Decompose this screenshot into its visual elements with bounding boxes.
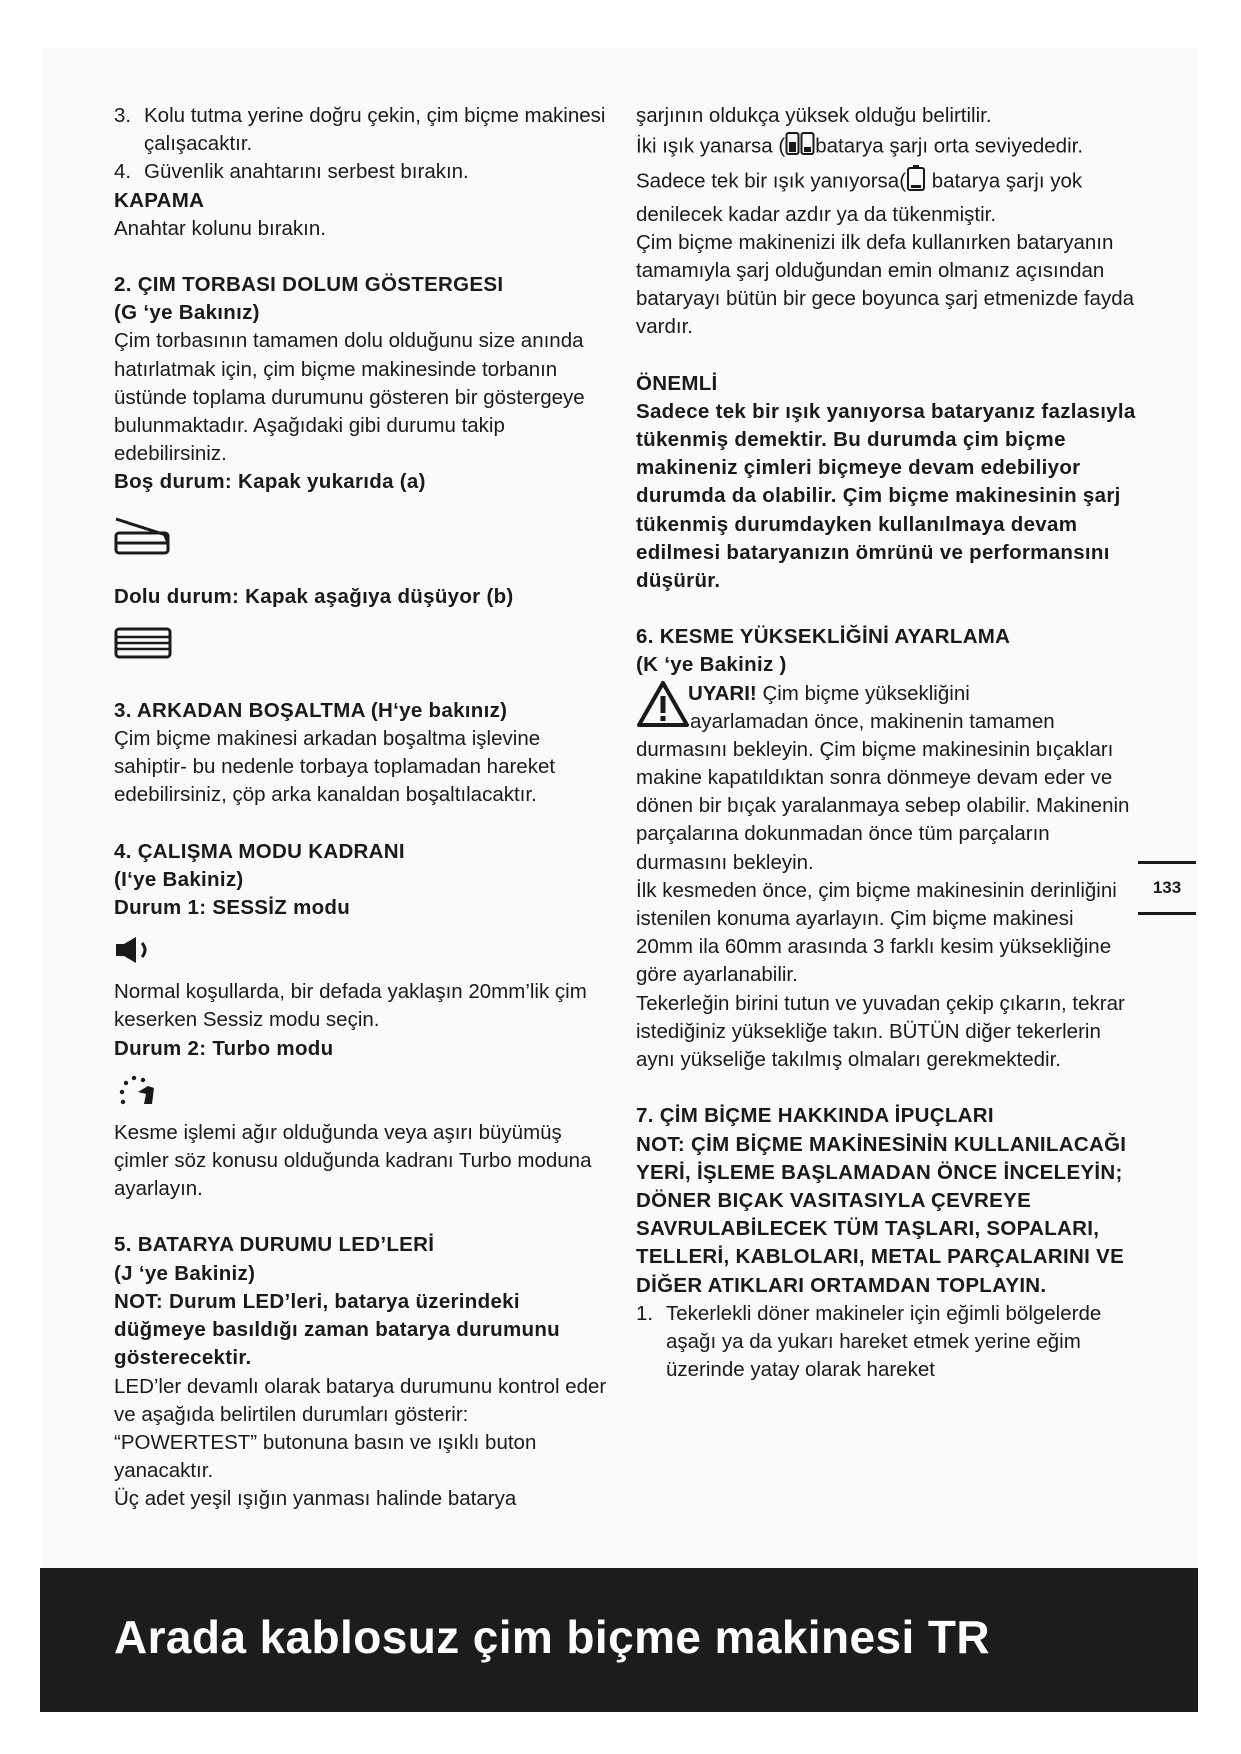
mode-1-text: Normal koşullarda, bir defada yaklaşın 20mm’lik çim keserken Sessiz modu seçin.: [114, 980, 587, 1032]
kapama-heading: KAPAMA: [114, 188, 205, 212]
footer-banner: [40, 1568, 1198, 1712]
left-column: [114, 102, 614, 1514]
turbo-mode-icon: [114, 1063, 614, 1119]
battery-full-text: şarjının oldukça yüksek olduğu belirtilir.: [636, 104, 992, 127]
empty-state-label: Boş durum: Kapak yukarıda (a): [114, 470, 426, 494]
warning-icon: [636, 680, 690, 730]
right-column: [636, 102, 1136, 1384]
section-5-text: LED’ler devamlı olarak batarya durumunu kontrol eder ve aşağıda belirtilen durumları gösterir: “POWERTEST” butonuna basın ve ışıklı buton yanacaktır.: [114, 1374, 607, 1483]
section-2-subheading: (G ‘ye Bakınız): [114, 301, 260, 325]
section-4-heading: 4. ÇALIŞMA MODU KADRANI: [114, 839, 405, 863]
list-text: Tekerlekli döner makineler için eğimli bölgelerde aşağı ya da yukarı hareket etmek yerine eğim üzerinde yatay olarak hareket: [666, 1301, 1102, 1382]
section-6-heading: 6. KESME YÜKSEKLİĞİNİ AYARLAMA: [636, 625, 1011, 649]
list-number: 1.: [636, 1301, 654, 1325]
bag-full-icon: [114, 611, 614, 675]
list-item: [114, 158, 614, 186]
list-number: 4.: [114, 160, 132, 184]
section-5-text-cont: Üç adet yeşil ışığın yanması halinde batarya: [114, 1487, 517, 1511]
warning-text-start: Çim biçme yüksekliğini: [762, 681, 970, 705]
warning-text: ayarlamadan önce, makinenin tamamen durmasını bekleyin. Çim biçme makinesinin bıçakları makine kapatıldıktan sonra dönmeye devam eder ve dönen bir bıçak yaralanmaya sebep olabilir. Makinenin parçalarına dokunmadan önce tüm parçaların durmasını bekleyin.: [636, 709, 1130, 874]
wheel-text: Tekerleğin birini tutun ve yuvadan çekip çıkarın, tekrar istediğiniz yüksekliğe takın. BÜTÜN diğer tekerlerin aynı yükseliğe takılmış olmaları gerekmektedir.: [636, 991, 1125, 1072]
first-use-text: Çim biçme makinenizi ilk defa kullanırken bataryanın tamamıyla şarj olduğundan emin olmanız açısından bataryayı bütün bir gece boyunca şarj etmenizde fayda vardır.: [636, 230, 1134, 339]
section-7-heading: 7. ÇİM BİÇME HAKKINDA İPUÇLARI: [636, 1104, 994, 1128]
bag-empty-icon: [114, 497, 614, 569]
battery-low-icon: [906, 164, 926, 200]
mode-1-heading: Durum 1: SESSİZ modu: [114, 896, 351, 920]
section-3-heading: 3. ARKADAN BOŞALTMA (H‘ye bakınız): [114, 698, 508, 722]
list-text: Kolu tutma yerine doğru çekin, çim biçme makinesi çalışacaktır.: [144, 104, 606, 156]
section-6-subheading: (K ‘ye Bakiniz ): [636, 653, 787, 677]
first-cut-text: İlk kesmeden önce, çim biçme makinesinin derinliğini istenilen konuma ayarlayın. Çim biçme makinesi 20mm ila 60mm arasında 3 farklı kesim yüksekliğine göre ayarlanabilir.: [636, 878, 1117, 987]
list-item: [114, 102, 614, 158]
section-4-subheading: (I‘ye Bakiniz): [114, 867, 244, 891]
section-5-note: NOT: Durum LED’leri, batarya üzerindeki düğmeye basıldığı zaman batarya durumunu gösterecektir.: [114, 1289, 561, 1370]
warning-block: [636, 680, 1136, 877]
mode-2-heading: Durum 2: Turbo modu: [114, 1036, 334, 1060]
list-item: [636, 1300, 1136, 1385]
battery-medium-icon: [785, 130, 815, 164]
kapama-text: Anahtar kolunu bırakın.: [114, 216, 326, 240]
battery-one-light-text: Sadece tek bir ışık yanıyorsa( batarya şarjı yok denilecek kadar azdır ya da tükenmiştir.: [636, 164, 1136, 228]
mode-2-text: Kesme işlemi ağır olduğunda veya aşırı büyümüş çimler söz konusu olduğunda kadranı Turbo moduna ayarlayın.: [114, 1120, 592, 1201]
page-number: 133: [1138, 861, 1196, 915]
quiet-mode-icon: [114, 922, 614, 978]
list-number: 3.: [114, 104, 132, 127]
section-5-subheading: (J ‘ye Bakiniz): [114, 1261, 256, 1285]
onemli-text: Sadece tek bir ışık yanıyorsa bataryanız fazlasıyla tükenmiş demektir. Bu durumda çim biçme makineniz çimleri biçmeye devam edebiliyor durumda da olabilir. Çim biçme makinesinin şarj tükenmiş durumdayken kullanılmaya devam edilmesi bataryanızın ömrünü ve performansını düşürür.: [636, 399, 1136, 593]
section-2-heading: 2. ÇIM TORBASI DOLUM GÖSTERGESI: [114, 273, 504, 297]
section-5-heading: 5. BATARYA DURUMU LED’LERİ: [114, 1233, 435, 1257]
list-text: Güvenlik anahtarını serbest bırakın.: [144, 160, 469, 184]
full-state-label: Dolu durum: Kapak aşağıya düşüyor (b): [114, 584, 514, 608]
section-3-text: Çim biçme makinesi arkadan boşaltma işlevine sahiptir- bu nedenle torbaya toplamadan hareket edebilirsiniz, çöp arka kanaldan boşaltılacaktır.: [114, 727, 556, 807]
section-2-text: Çim torbasının tamamen dolu olduğunu size anında hatırlatmak için, çim biçme makinesinde torbanın üstünde toplama durumunu gösteren bir göstergeye bulunmaktadır. Aşağıdaki gibi durumu takip edebilirsiniz.: [114, 329, 585, 466]
onemli-heading: ÖNEMLİ: [636, 371, 718, 395]
battery-two-lights-text: İki ışık yanarsa ( batarya şarjı orta seviyededir.: [636, 130, 1136, 164]
section-7-note: NOT: ÇİM BİÇME MAKİNESİNİN KULLANILACAĞI YERİ, İŞLEME BAŞLAMADAN ÖNCE İNCELEYİN; DÖNER BIÇAK VASITASIYLA ÇEVREYE SAVRULABİLECEK TÜM TAŞLARI, SOPALARI, TELLERİ, KABLOLARI, METAL PARÇALARINI VE DİĞER ATIKLARI ORTAMDAN TOPLAYIN.: [636, 1132, 1127, 1297]
warning-label: UYARI!: [688, 681, 757, 705]
footer-title: Arada kablosuz çim biçme makinesi TR: [114, 1611, 990, 1663]
